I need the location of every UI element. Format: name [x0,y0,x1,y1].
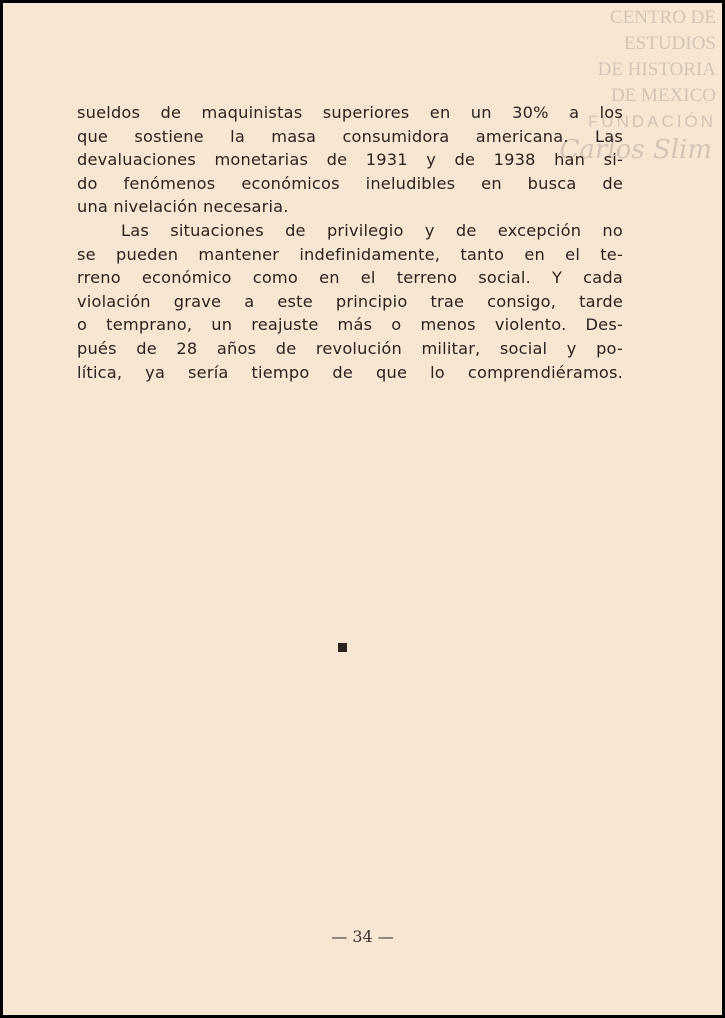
text-line: lítica, ya sería tiempo de que lo comprendiéramos. [77,362,623,382]
watermark-line: CENTRO DE [609,7,716,28]
text-line: o temprano, un reajuste más o menos violento. Des- [77,315,623,335]
watermark-foundation: FUNDACIÓN [587,112,716,131]
text-line: sueldos de maquinistas superiores en un 30% a los [77,103,623,122]
text-line: rreno económico como en el terreno social. Y cada [77,268,623,288]
text-line: una nivelación necesaria. [77,197,289,217]
body-text [77,101,623,384]
document-page [3,3,722,1015]
paragraph-1 [77,101,623,219]
paragraph-2 [77,219,623,384]
watermark-line: ESTUDIOS [624,33,716,54]
text-line: Las situaciones de privilegio y de excepción no [121,220,623,240]
section-end-ornament-icon [338,643,347,652]
page-number: — 34 — [331,927,394,946]
text-line: pués de 28 años de revolución militar, social y po- [77,338,623,358]
text-line: violación grave a este principio trae consigo, tarde [77,291,623,311]
watermark-line: DE HISTORIA [597,59,716,80]
text-line: devaluaciones monetarias de 1931 y de 1938 han si- [77,150,623,170]
watermark-signature: Carlos Slim [559,135,712,165]
text-line: se pueden mantener indefinidamente, tanto en el te- [77,244,623,264]
text-line: que sostiene la masa consumidora americana. Las [77,126,623,146]
watermark-line: DE MEXICO [610,85,716,106]
text-line: do fenómenos económicos ineludibles en busca de [77,173,623,193]
